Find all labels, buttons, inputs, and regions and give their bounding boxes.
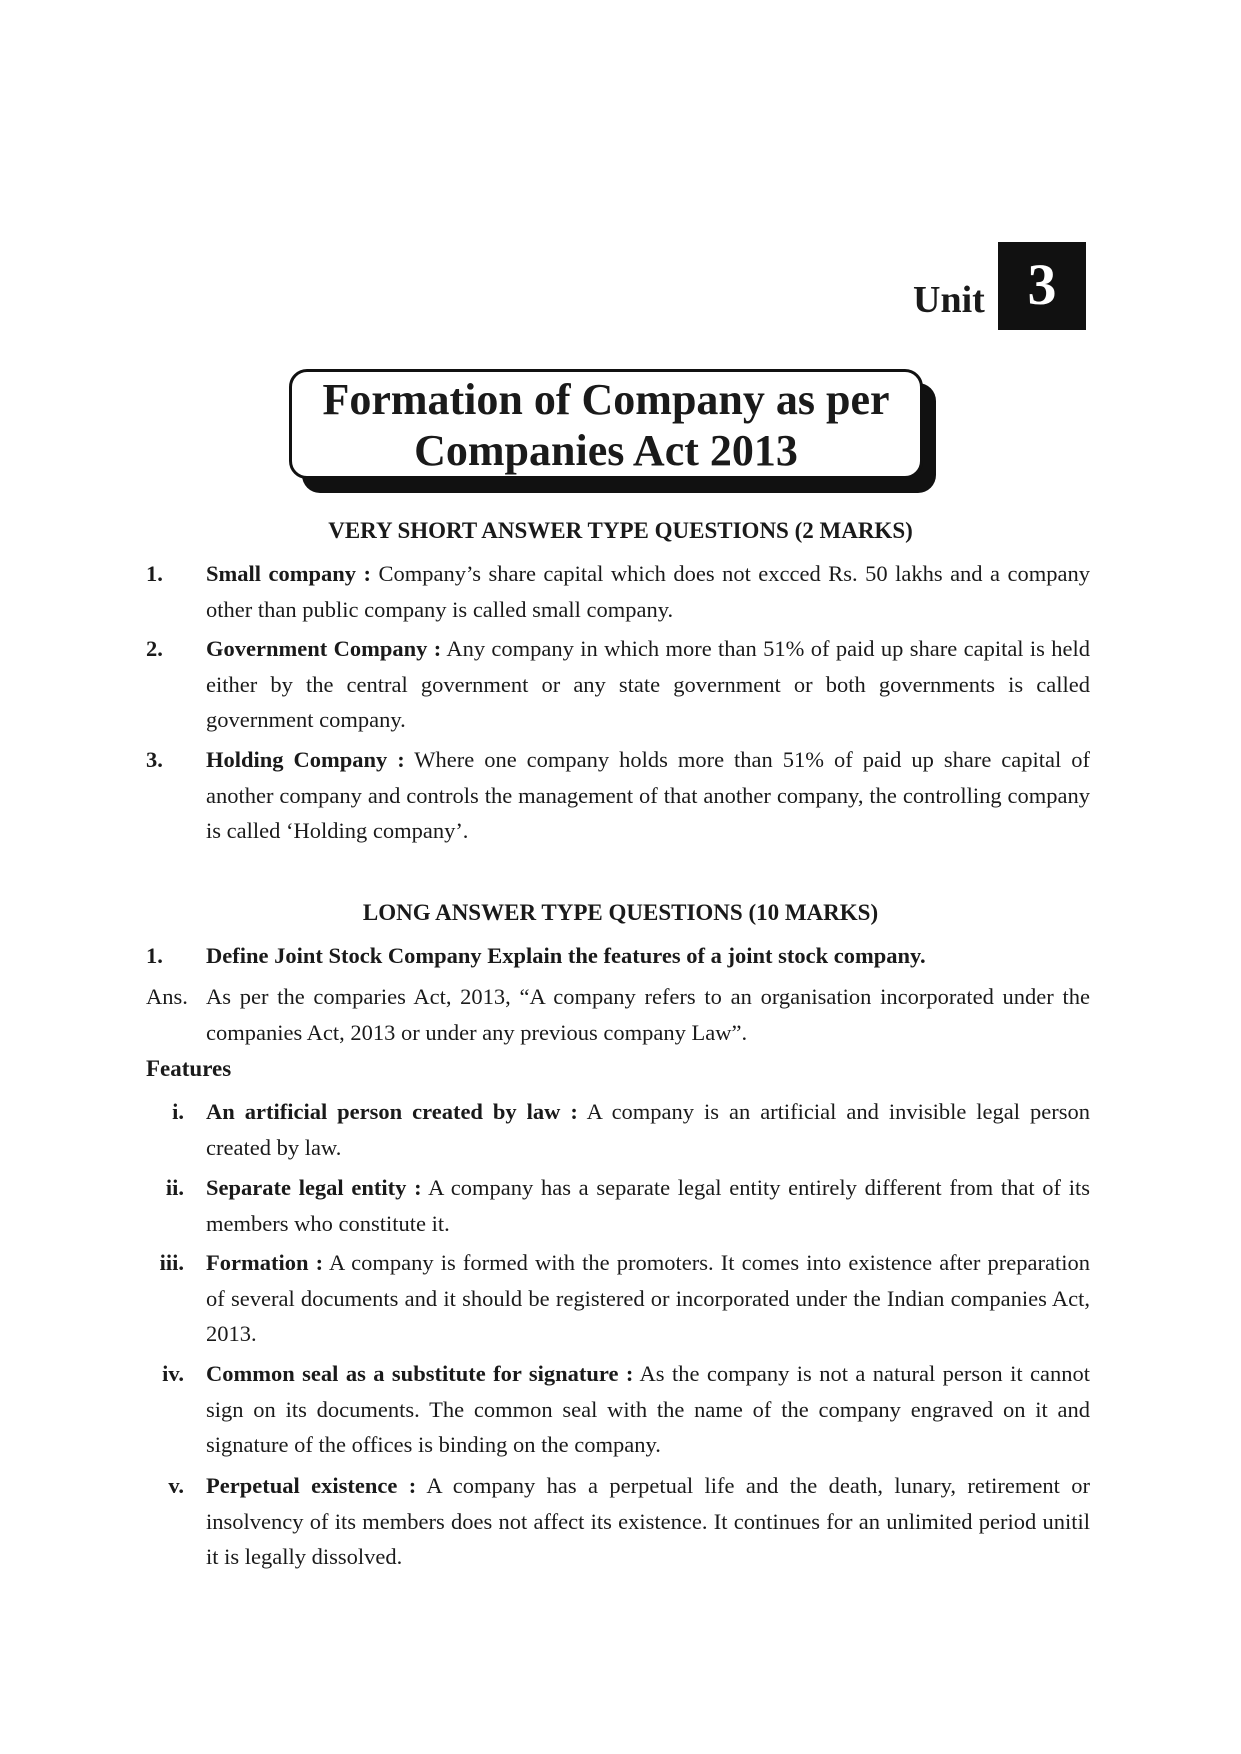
answer-label: Ans. (146, 984, 188, 1009)
answer-text: As per the comparies Act, 2013, “A company refers to an organisation incorporated under the companies Act, 2013 or under any previous company Law”. (206, 984, 1090, 1045)
feature-text: As the company is not a natural person it cannot sign on its documents. The common seal with the name of the company engraved on it and signature of the offices is binding on the company. (206, 1361, 1090, 1457)
feature-number: ii. (165, 1175, 184, 1200)
features-heading: Features (146, 1056, 232, 1081)
feature-number: iii. (159, 1250, 184, 1275)
item-number: 3. (146, 747, 163, 772)
feature-item (146, 1245, 1090, 1352)
feature-text: A company has a separate legal entity entirely different from that of its members who constitute it. (206, 1175, 1090, 1236)
item-term: Small company : (206, 561, 371, 586)
item-number: 2. (146, 636, 163, 661)
short-answer-item (146, 631, 1090, 738)
chapter-title-line-1: Formation of Company as per (322, 375, 890, 424)
feature-term: Common seal as a substitute for signature : (206, 1361, 634, 1386)
chapter-title-box (289, 369, 923, 479)
section-heading-short-answer: VERY SHORT ANSWER TYPE QUESTIONS (2 MARKS) (328, 518, 913, 543)
short-answer-item (146, 556, 1090, 627)
feature-number: v. (168, 1473, 184, 1498)
question-number: 1. (146, 943, 163, 968)
feature-text: A company has a perpetual life and the death, lunary, retirement or insolvency of its members does not affect its existence. It continues for an unlimited period unitil it is legally dissolved. (206, 1473, 1090, 1569)
item-term: Holding Company : (206, 747, 405, 772)
item-text: Where one company holds more than 51% of paid up share capital of another company and controls the management of that another company, the controlling company is called ‘Holding company’. (206, 747, 1090, 843)
item-number: 1. (146, 561, 163, 586)
feature-number: i. (172, 1099, 184, 1124)
unit-header (913, 242, 1088, 330)
feature-item (146, 1094, 1090, 1165)
feature-term: An artificial person created by law : (206, 1099, 578, 1124)
unit-number-badge: 3 (998, 242, 1086, 330)
item-text: Any company in which more than 51% of paid up share capital is held either by the central government or any state government or both governments is called government company. (206, 636, 1091, 732)
unit-label: Unit (913, 279, 985, 321)
chapter-title-line-2: Companies Act 2013 (414, 426, 798, 475)
feature-text: A company is formed with the promoters. It comes into existence after preparation of several documents and it should be registered or incorporated under the Indian companies Act, 2013. (206, 1250, 1090, 1346)
long-answer-question (146, 938, 1090, 974)
feature-number: iv. (162, 1361, 184, 1386)
feature-term: Formation : (206, 1250, 324, 1275)
item-term: Government Company : (206, 636, 442, 661)
feature-term: Separate legal entity : (206, 1175, 422, 1200)
feature-item (146, 1170, 1090, 1241)
question-text: Define Joint Stock Company Explain the features of a joint stock company. (206, 943, 926, 968)
answer-block (146, 979, 1090, 1050)
section-heading-long-answer: LONG ANSWER TYPE QUESTIONS (10 MARKS) (362, 900, 879, 925)
feature-term: Perpetual existence : (206, 1473, 417, 1498)
feature-item (146, 1468, 1090, 1575)
short-answer-item (146, 742, 1090, 849)
feature-text: A company is an artificial and invisible legal person created by law. (206, 1099, 1090, 1160)
item-text: Company’s share capital which does not excced Rs. 50 lakhs and a company other than public company is called small company. (206, 561, 1090, 622)
feature-item (146, 1356, 1090, 1463)
